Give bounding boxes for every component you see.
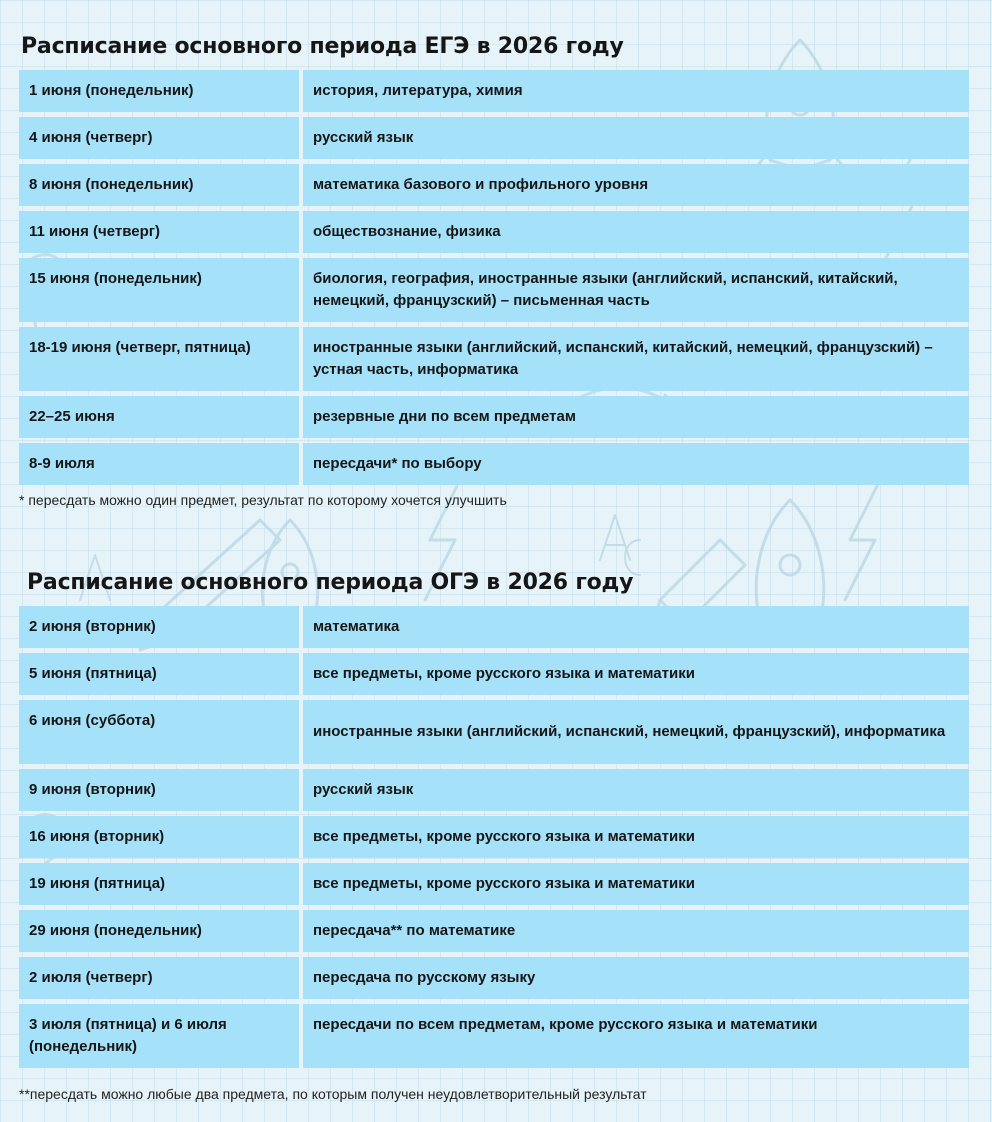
exam-date: 19 июня (пятница): [19, 863, 299, 905]
table-row: [19, 443, 969, 485]
table-row: [19, 70, 969, 112]
oge-title: Расписание основного периода ОГЭ в 2026 году: [27, 570, 634, 595]
table-row: [19, 816, 969, 858]
exam-date: 11 июня (четверг): [19, 211, 299, 253]
exam-date: 15 июня (понедельник): [19, 258, 299, 322]
exam-date: 4 июня (четверг): [19, 117, 299, 159]
exam-subjects: история, литература, химия: [299, 70, 969, 112]
exam-date: 16 июня (вторник): [19, 816, 299, 858]
exam-date: 3 июля (пятница) и 6 июля (понедельник): [19, 1004, 299, 1068]
table-row: [19, 1004, 969, 1068]
table-row: [19, 957, 969, 999]
exam-subjects: пересдачи* по выбору: [299, 443, 969, 485]
exam-date: 8-9 июля: [19, 443, 299, 485]
exam-date: 29 июня (понедельник): [19, 910, 299, 952]
table-row: [19, 700, 969, 764]
table-row: [19, 396, 969, 438]
ege-schedule-table: [19, 65, 969, 490]
ege-title: Расписание основного периода ЕГЭ в 2026 году: [21, 34, 624, 59]
exam-subjects: пересдача по русскому языку: [299, 957, 969, 999]
exam-date: 6 июня (суббота): [19, 700, 299, 764]
exam-subjects: русский язык: [299, 117, 969, 159]
table-row: [19, 910, 969, 952]
exam-subjects: резервные дни по всем предметам: [299, 396, 969, 438]
exam-date: 18-19 июня (четверг, пятница): [19, 327, 299, 391]
table-row: [19, 117, 969, 159]
exam-subjects: иностранные языки (английский, испанский, китайский, немецкий, французский) – устная часть, информатика: [299, 327, 969, 391]
ege-section: [19, 34, 969, 509]
exam-subjects: все предметы, кроме русского языка и математики: [299, 863, 969, 905]
ege-footnote: * пересдать можно один предмет, результат по которому хочется улучшить: [19, 492, 507, 508]
exam-subjects: все предметы, кроме русского языка и математики: [299, 653, 969, 695]
exam-date: 2 июля (четверг): [19, 957, 299, 999]
table-row: [19, 211, 969, 253]
table-row: [19, 769, 969, 811]
oge-section: [19, 570, 969, 1103]
table-row: [19, 653, 969, 695]
exam-date: 5 июня (пятница): [19, 653, 299, 695]
exam-date: 1 июня (понедельник): [19, 70, 299, 112]
table-row: [19, 258, 969, 322]
exam-subjects: пересдачи по всем предметам, кроме русского языка и математики: [299, 1004, 969, 1068]
exam-subjects: математика базового и профильного уровня: [299, 164, 969, 206]
table-row: [19, 327, 969, 391]
table-row: [19, 606, 969, 648]
exam-date: 22–25 июня: [19, 396, 299, 438]
oge-footnote: **пересдать можно любые два предмета, по которым получен неудовлетворительный результат: [19, 1086, 647, 1102]
exam-subjects: все предметы, кроме русского языка и математики: [299, 816, 969, 858]
oge-schedule-table: [19, 601, 969, 1073]
exam-subjects: пересдача** по математике: [299, 910, 969, 952]
exam-subjects: математика: [299, 606, 969, 648]
table-row: [19, 164, 969, 206]
exam-subjects: русский язык: [299, 769, 969, 811]
exam-subjects: биология, география, иностранные языки (английский, испанский, китайский, немецкий, французский) – письменная часть: [299, 258, 969, 322]
exam-subjects: иностранные языки (английский, испанский, немецкий, французский), информатика: [299, 700, 969, 764]
exam-date: 9 июня (вторник): [19, 769, 299, 811]
exam-date: 8 июня (понедельник): [19, 164, 299, 206]
exam-subjects: обществознание, физика: [299, 211, 969, 253]
exam-date: 2 июня (вторник): [19, 606, 299, 648]
table-row: [19, 863, 969, 905]
